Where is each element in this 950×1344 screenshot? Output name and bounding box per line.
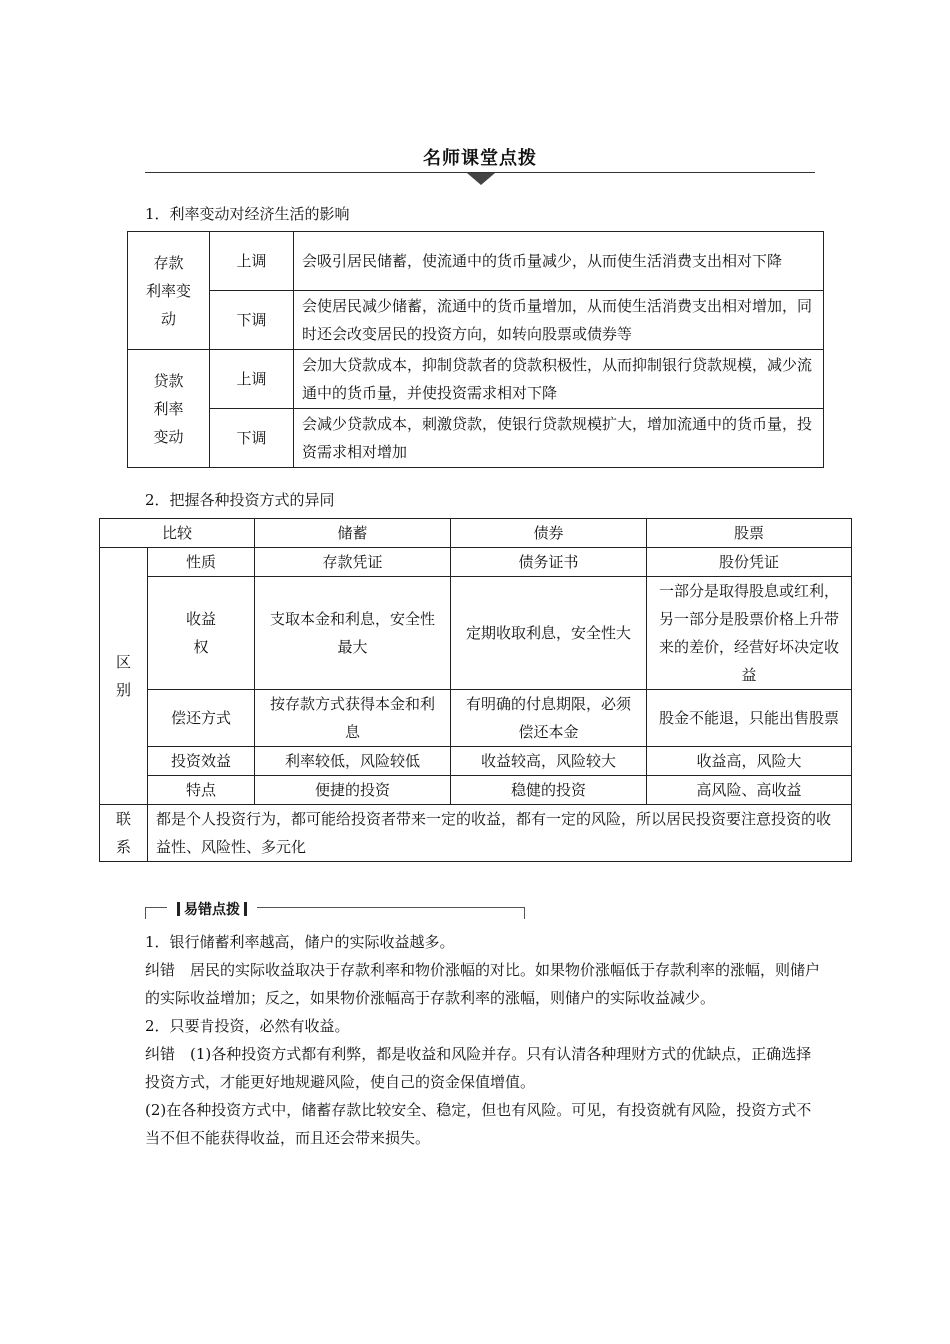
difference-label: 区 别 — [100, 548, 148, 805]
table-row — [100, 776, 852, 805]
section-header — [145, 140, 815, 188]
header-compare: 比较 — [100, 519, 255, 548]
bonds-cell: 定期收取利息，安全性大 — [451, 577, 647, 690]
aspect-cell: 投资效益 — [148, 747, 255, 776]
relation-text: 都是个人投资行为，都可能给投资者带来一定的收益，都有一定的风险，所以居民投资要注意投资的收益性、风险性、多元化 — [148, 805, 852, 862]
page-title: 名师课堂点拨 — [423, 148, 537, 169]
interest-rate-table — [127, 231, 824, 468]
header-savings: 储蓄 — [255, 519, 451, 548]
category-cell: 存款 利率变 动 — [128, 232, 210, 350]
investment-comparison-table — [99, 518, 852, 862]
section2-heading: 2．把握各种投资方式的异同 — [145, 491, 335, 509]
stocks-cell: 一部分是取得股息或红利，另一部分是股票价格上升带来的差价，经营好坏决定收益 — [647, 577, 852, 690]
direction-cell: 上调 — [210, 232, 294, 291]
bonds-cell: 债务证书 — [451, 548, 647, 577]
savings-cell: 支取本金和利息，安全性最大 — [255, 577, 451, 690]
aspect-cell: 特点 — [148, 776, 255, 805]
aspect-cell: 性质 — [148, 548, 255, 577]
bonds-cell: 有明确的付息期限，必须偿还本金 — [451, 690, 647, 747]
savings-cell: 利率较低，风险较低 — [255, 747, 451, 776]
tip-line: 纠错 (1)各种投资方式都有利弊，都是收益和风险并存。只有认清各种理财方式的优缺点，正确选择投资方式，才能更好地规避风险，使自己的资金保值增值。 — [145, 1045, 812, 1091]
direction-cell: 下调 — [210, 291, 294, 350]
tip-line: 1．银行储蓄利率越高，储户的实际收益越多。 — [145, 933, 455, 951]
tips-body — [145, 928, 825, 1152]
table-header-row — [100, 519, 852, 548]
effect-cell: 会减少贷款成本，刺激贷款，使银行贷款规模扩大，增加流通中的货币量，投资需求相对增加 — [294, 409, 824, 468]
savings-cell: 存款凭证 — [255, 548, 451, 577]
bar-icon — [177, 902, 180, 916]
header-bonds: 债券 — [451, 519, 647, 548]
tips-header — [145, 899, 525, 921]
stocks-cell: 高风险、高收益 — [647, 776, 852, 805]
bonds-cell: 稳健的投资 — [451, 776, 647, 805]
tip-line: 纠错 居民的实际收益取决于存款利率和物价涨幅的对比。如果物价涨幅低于存款利率的涨幅，则储户的实际收益增加；反之，如果物价涨幅高于存款利率的涨幅，则储户的实际收益减少。 — [145, 961, 821, 1007]
aspect-cell: 收益 权 — [148, 577, 255, 690]
table-row — [100, 805, 852, 862]
table-row — [100, 690, 852, 747]
table-row — [100, 747, 852, 776]
effect-cell: 会吸引居民储蓄，使流通中的货币量减少，从而使生活消费支出相对下降 — [294, 232, 824, 291]
section1-heading: 1．利率变动对经济生活的影响 — [145, 205, 350, 223]
table-row — [128, 232, 824, 291]
savings-cell: 按存款方式获得本金和利息 — [255, 690, 451, 747]
bar-icon — [244, 902, 247, 916]
direction-cell: 上调 — [210, 350, 294, 409]
effect-cell: 会使居民减少储蓄，流通中的货币量增加，从而使生活消费支出相对增加，同时还会改变居民的投资方向，如转向股票或债券等 — [294, 291, 824, 350]
stocks-cell: 股份凭证 — [647, 548, 852, 577]
table-row — [128, 409, 824, 468]
header-stocks: 股票 — [647, 519, 852, 548]
table-row — [128, 291, 824, 350]
table-row — [100, 577, 852, 690]
category-cell: 贷款 利率 变动 — [128, 350, 210, 468]
savings-cell: 便捷的投资 — [255, 776, 451, 805]
tip-line: (2)在各种投资方式中，储蓄存款比较安全、稳定，但也有风险。可见，有投资就有风险，投资方式不当不但不能获得收益，而且还会带来损失。 — [145, 1101, 812, 1147]
down-triangle-icon — [467, 173, 495, 185]
direction-cell: 下调 — [210, 409, 294, 468]
stocks-cell: 股金不能退，只能出售股票 — [647, 690, 852, 747]
table-row — [128, 350, 824, 409]
relation-label: 联 系 — [100, 805, 148, 862]
aspect-cell: 偿还方式 — [148, 690, 255, 747]
table-row — [100, 548, 852, 577]
bonds-cell: 收益较高，风险较大 — [451, 747, 647, 776]
stocks-cell: 收益高，风险大 — [647, 747, 852, 776]
effect-cell: 会加大贷款成本，抑制贷款者的贷款积极性，从而抑制银行贷款规模，减少流通中的货币量，并使投资需求相对下降 — [294, 350, 824, 409]
tips-label: 易错点拨 — [167, 899, 257, 919]
tip-line: 2．只要肯投资，必然有收益。 — [145, 1017, 350, 1035]
